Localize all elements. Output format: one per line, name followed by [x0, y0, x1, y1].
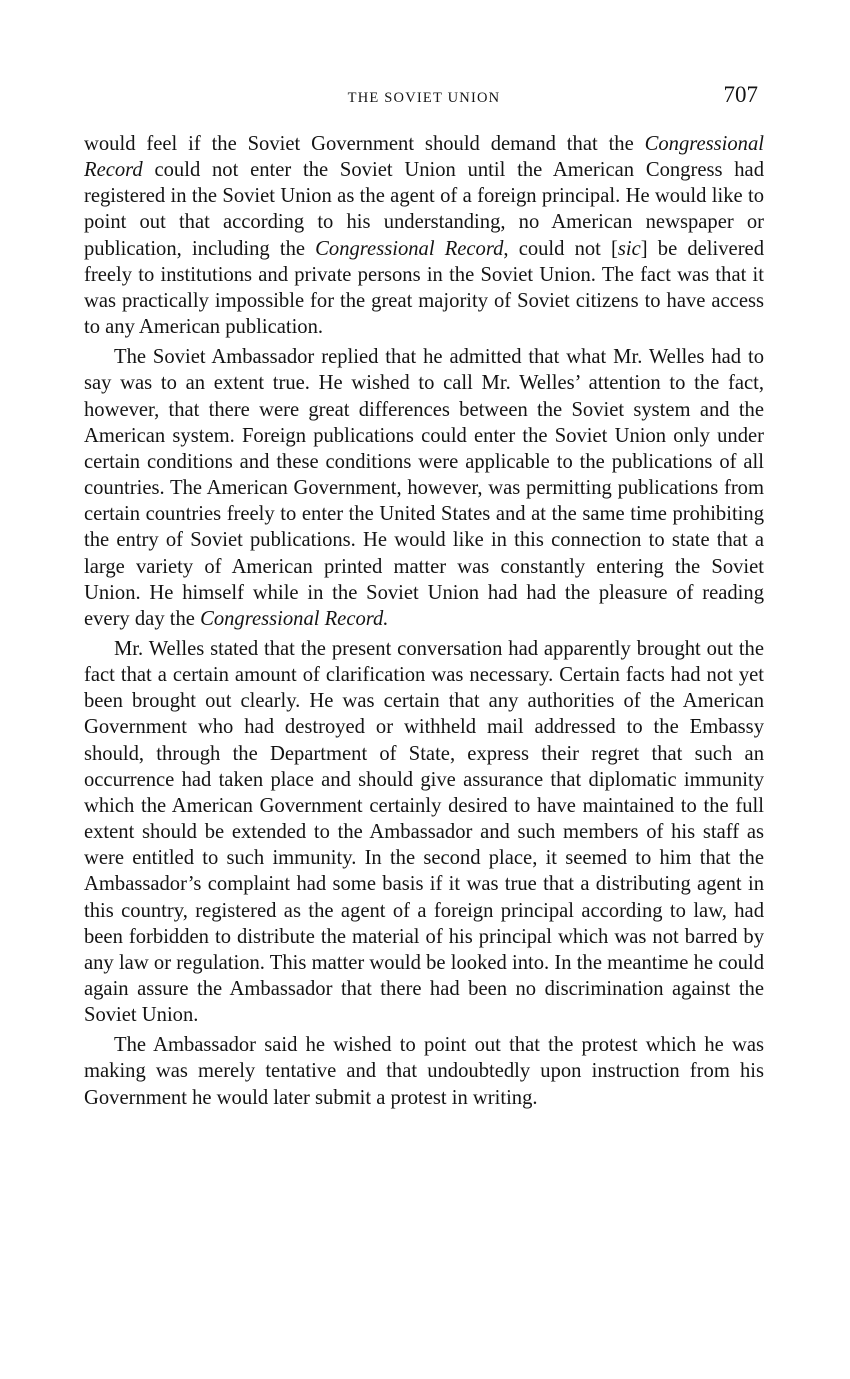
body-text — [84, 131, 764, 1111]
italic-run: Congressional Record. — [200, 607, 389, 630]
document-page — [84, 78, 764, 1115]
running-title: THE SOVIET UNION — [347, 90, 501, 106]
page-number: 707 — [723, 82, 758, 107]
text-run: ] be delivered freely to institutions and private persons in the Soviet Union. The fact was that it was practically impossible for the great majority of Soviet citizens to have access to any American publication. — [84, 237, 764, 339]
running-header — [84, 78, 764, 114]
text-run: , could not [ — [503, 237, 618, 260]
text-run: The Soviet Ambassador replied that he admitted that what Mr. Welles had to say was to an extent true. He wished to call Mr. Welles’ attention to the fact, however, that there were great differences between the Soviet system and the American system. Foreign publications could enter the Soviet Union only under certain conditions and these conditions were applicable to the publications of all countries. The American Government, however, was permitting publications from certain countries freely to enter the United States and at the same time prohibiting the entry of Soviet publications. He would like in this connection to state that a large variety of American printed matter was constantly entering the Soviet Union. He himself while in the Soviet Union had had the pleasure of reading every day the — [84, 346, 764, 630]
italic-run: Congressional Record — [84, 133, 764, 182]
paragraph-2 — [84, 344, 764, 632]
paragraph-4 — [84, 1032, 764, 1110]
paragraph-1 — [84, 131, 764, 340]
italic-run: Congressional Record — [315, 237, 504, 260]
paragraph-3 — [84, 636, 764, 1028]
text-run: would feel if the Soviet Government should demand that the — [84, 133, 645, 155]
text-run: The Ambassador said he wished to point out that the protest which he was making was merely tentative and that undoubtedly upon instruction from his Government he would later submit a protest in writing. — [84, 1034, 764, 1109]
italic-run: sic — [617, 237, 641, 260]
text-run: Mr. Welles stated that the present conversation had apparently brought out the fact that a certain amount of clarification was necessary. Certain facts had not yet been brought out clearly. He was certain that any authorities of the American Government who had destroyed or withheld mail addressed to the Embassy should, through the Department of State, express their regret that such an occurrence had taken place and should give assurance that diplomatic immunity which the American Government certainly desired to have maintained to the full extent should be extended to the Ambassador and such members of his staff as were entitled to such immunity. In the second place, it seemed to him that the Ambassador’s complaint had some basis if it was true that a distributing agent in this country, registered as the agent of a foreign principal according to law, had been forbidden to distribute the material of his principal which was not barred by any law or regulation. This matter would be looked into. In the meantime he could again assure the Ambassador that there had been no discrimination against the Soviet Union. — [84, 637, 764, 1027]
text-run: could not enter the Soviet Union until the American Congress had registered in the Soviet Union as the agent of a foreign principal. He would like to point out that according to his understanding, no American newspaper or publication, including the — [84, 159, 764, 260]
